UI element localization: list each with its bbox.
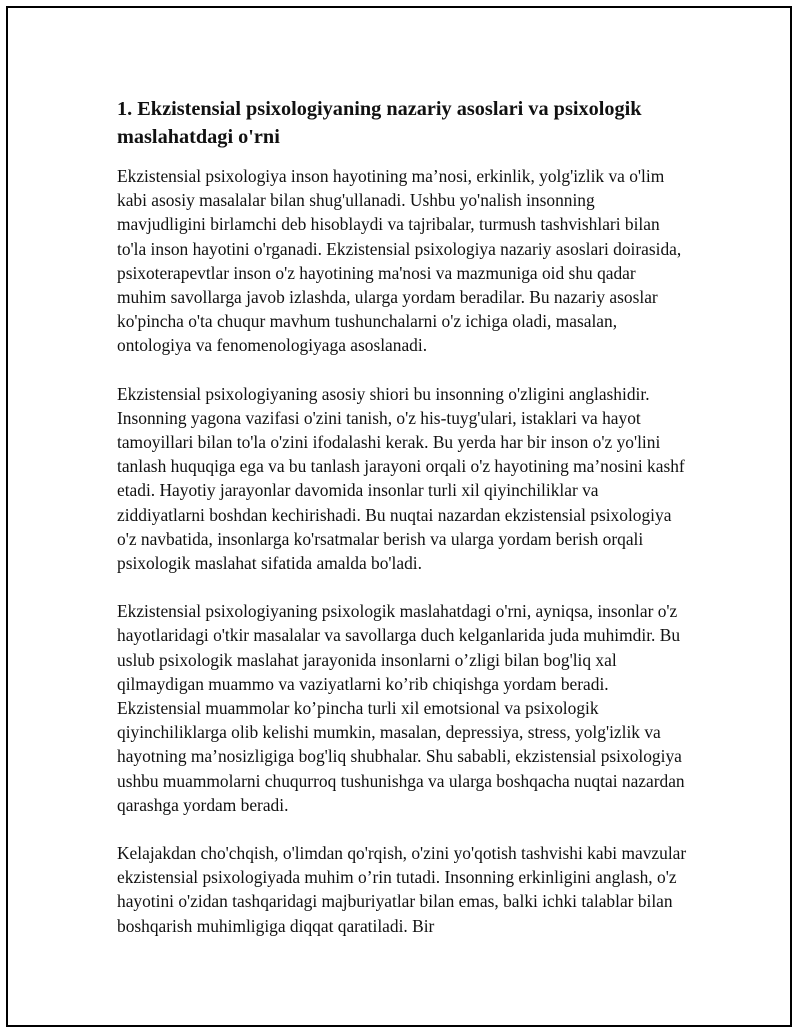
paragraph-2: Ekzistensial psixologiyaning asosiy shiori bu insonning o'zligini anglashidir. Insonning yagona vazifasi o'zini tanish, o'z his-tuyg'ulari, istaklari va hayot tamoyillari bilan to'la o'zini ifodalashi kerak. Bu yerda har bir inson o'z yo'lini tanlash huquqiga ega va bu tanlash jarayoni orqali o'z hayotining ma’nosini kashf etadi. Hayotiy jarayonlar davomida insonlar turli xil qiyinchiliklar va ziddiyatlarni boshdan kechirishadi. Bu nuqtai nazardan ekzistensial psixologiya o'z navbatida, insonlarga ko'rsatmalar berish va ularga yordam berish orqali psixologik maslahat sifatida amalda bo'ladi. <box>117 383 685 574</box>
paragraph-3: Ekzistensial psixologiyaning psixologik maslahatdagi o'rni, ayniqsa, insonlar o'z hayotlaridagi o'tkir masalalar va savollarga duch kelganlarida juda muhimdir. Bu uslub psixologik maslahat jarayonida insonlarni o’zligi bilan bog'liq xal qilmaydigan muammo va vaziyatlarni ko’rib chiqishga yordam beradi. Ekzistensial muammolar ko’pincha turli xil emotsional va psixologik qiyinchiliklarga olib kelishi mumkin, masalan, depressiya, stress, yolg'izlik va hayotning ma’nosizligiga bog'liq shubhalar. Shu sababli, ekzistensial psixologiya ushbu muammolarni chuqurroq tushunishga va ularga boshqacha nuqtai nazardan qarashga yordam beradi. <box>117 601 685 815</box>
paragraph-1: Ekzistensial psixologiya inson hayotining ma’nosi, erkinlik, yolg'izlik va o'lim kabi asosiy masalalar bilan shug'ullanadi. Ushbu yo'nalish insonning mavjudligini birlamchi deb hisoblaydi va tajribalar, turmush tashvishlari bilan to'la inson hayotini o'rganadi. Ekzistensial psixologiya nazariy asoslari doirasida, psixoterapevtlar inson o'z hayotining ma'nosi va mazmuniga oid shu qadar muhim savollarga javob izlashda, ularga yordam beradilar. Bu nazariy asoslar ko'pincha o'ta chuqur mavhum tushunchalarni o'z ichiga oladi, masalan, ontologiya va fenomenologiyaga asoslanadi. <box>117 166 682 356</box>
paragraph-4: Kelajakdan cho'chqish, o'limdan qo'rqish, o'zini yo'qotish tashvishi kabi mavzular ekzistensial psixologiyada muhim o’rin tutadi. Insonning erkinligini anglash, o'z hayotini o'zidan tashqaridagi majburiyatlar bilan emas, balki ichki talablar bilan boshqarish muhimligiga diqqat qaratiladi. Bir <box>117 843 687 936</box>
document-body <box>117 95 687 962</box>
section-heading: 1. Ekzistensial psixologiyaning nazariy asoslari va psixologik maslahatdagi o'rni <box>117 98 642 148</box>
